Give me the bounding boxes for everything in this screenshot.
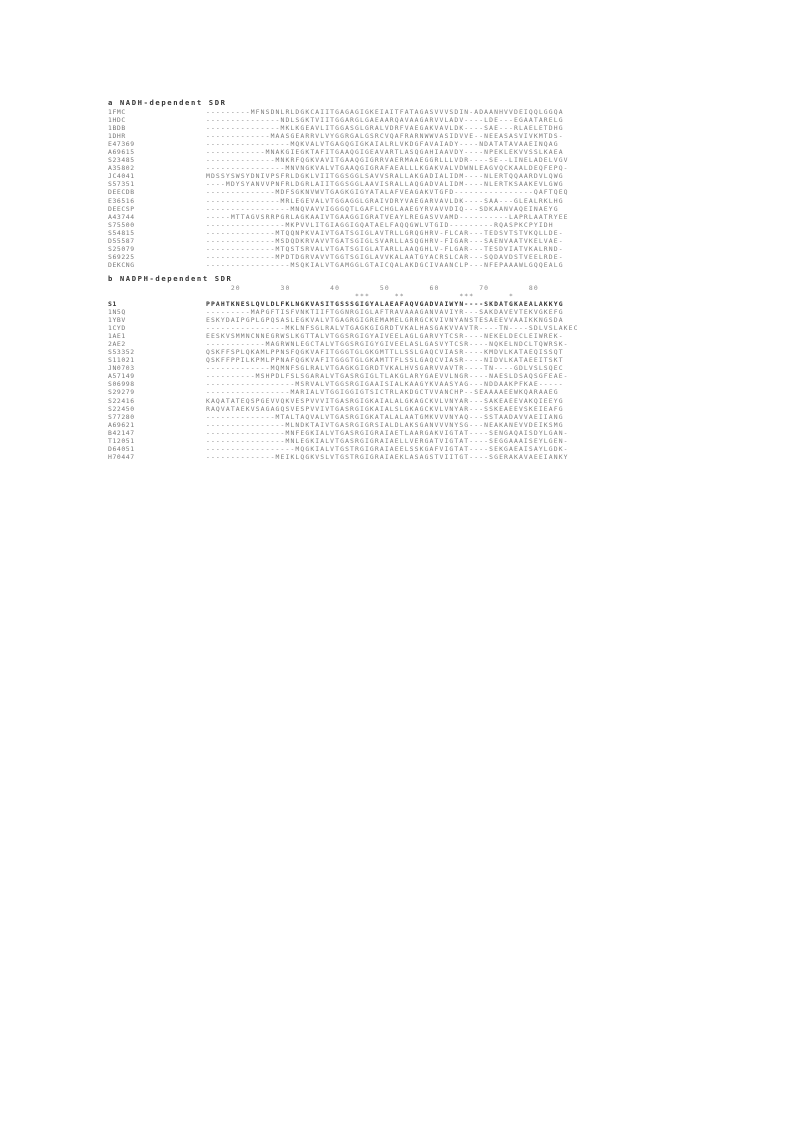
alignment-row [108, 356, 788, 364]
alignment-row [108, 364, 788, 372]
alignment-row [108, 372, 788, 380]
sequence-residues: ------------------MSRVALVTGGSRGIGAAISIALKAAGYKVAASYAG---NDDAAKPFKAE----- [206, 380, 564, 389]
alignment-row [108, 197, 788, 205]
sequence-residues: ------------MNAKGIEGKTAFITGAAQGIGEAVARTLASQGAHIAAVDY----NPEKLEKVVSSLKAEA [206, 148, 564, 157]
alignment-row [108, 116, 788, 124]
sequence-id: H70447 [108, 452, 135, 461]
sequence-id: 1DHR [108, 132, 126, 141]
alignment-row [108, 405, 788, 413]
sequence-residues: --------------MSDQDKRVAVVTGATSGIGLSVARLLASQGHRV-FIGAR---SAENVAATVKELVAE- [206, 236, 564, 245]
sequence-residues: -----------------MARIALVTGGIGGIGTSICTRLAKDGCTVVANCHP--SEAAAAEEWKQARAAEG [206, 388, 559, 397]
sequence-residues: -------------MAASGEARRVLVYGGRGALGSRCVQAFRARNWWVASIDVVE--NEEASASVIVKMTDS- [206, 132, 564, 141]
section-b-alignment [108, 300, 788, 461]
alignment-row [108, 164, 788, 172]
alignment-row [108, 421, 788, 429]
alignment-row [108, 324, 788, 332]
sequence-id: S54815 [108, 228, 135, 237]
sequence-residues: ------------------MQGKIALVTGSTRGIGRAIAEELSSKGAFVIGTAT----SEKGAEAISAYLGDK- [206, 444, 569, 453]
sequence-id: S22416 [108, 396, 135, 405]
ruler-numbers: 20 30 40 50 60 70 80 [206, 283, 539, 292]
sequence-id: A35802 [108, 164, 135, 173]
sequence-residues: ----------------MNFEGKIALVTGASRGIGRAIAETLAARGAKVIGTAT----SENGAQAISDYLGAN- [206, 428, 569, 437]
sequence-id: D55587 [108, 236, 135, 245]
sequence-residues: EESKVSMMNCNNEGRWSLKGTTALVTGGSRGIGYAIVEELAGLGARVYTCSR----NEKELDECLEIWREK- [206, 332, 564, 341]
alignment-row [108, 413, 788, 421]
sequence-id: DEKCNG [108, 260, 135, 269]
sequence-residues: --------------MTQQNPKVAIVTGATSGIGLAVTRLLGRQGHRV-FLCAR---TEDSVTSTVKQLLDE- [206, 228, 564, 237]
alignment-figure [108, 98, 788, 461]
sequence-residues: ---------------NDLSGKTVIITGGARGLGAEAARQAVAAGARVVLADV----LDE---EGAATARELG [206, 116, 564, 125]
alignment-row [108, 388, 788, 396]
sequence-residues: -----------------MQKVALVTGAGQGIGKAIALRLVKDGFAVAIADY----NDATATAVAAEINQAG [206, 140, 559, 149]
sequence-id: JN0703 [108, 364, 135, 373]
conservation-markers [108, 292, 788, 300]
sequence-id: S53352 [108, 348, 135, 357]
sequence-id: 1HDC [108, 116, 126, 125]
alignment-row [108, 180, 788, 188]
sequence-id: S75500 [108, 220, 135, 229]
alignment-row [108, 132, 788, 140]
sequence-id: E36516 [108, 196, 135, 205]
alignment-row [108, 229, 788, 237]
sequence-id: T12051 [108, 436, 135, 445]
sequence-residues: --------------MDFSGKNVWVTGAGKGIGYATALAFVEAGAKVTGFD----------------QAFTQEQ [206, 188, 569, 197]
alignment-row [108, 316, 788, 324]
sequence-id: D64051 [108, 444, 135, 453]
sequence-residues: ---------------MRLEGEVALVTGGAGGLGRAIVDRYVAEGARVAVLDK----SAA---GLEALRKLHG [206, 196, 564, 205]
alignment-row [108, 332, 788, 340]
alignment-row [108, 253, 788, 261]
sequence-residues: --------------MTQSTSRVALVTGATSGIGLATARLLAAQGHLV-FLGAR---TESDVIATVKALRND- [206, 244, 564, 253]
alignment-row [108, 437, 788, 445]
sequence-id: A69621 [108, 420, 135, 429]
alignment-row [108, 156, 788, 164]
sequence-residues: RAQVATAEKVSAGAGQSVESPVVIVTGASRGIGKAIALSLGKAGCKVLVNYAR---SSKEAEEVSKEIEAFG [206, 404, 564, 413]
sequence-id: 1YBV [108, 316, 126, 325]
alignment-row [108, 108, 788, 116]
sequence-residues: ---------MAPGFTISFVNKTIIFTGGNRGIGLAFTRAVAAAGANVAVIYR---SAKDAVEVTEKVGKEFG [206, 307, 564, 316]
section-b-title: b NADPH-dependent SDR [108, 273, 233, 283]
sequence-residues: ----------------MNVNGKVALVTGAAQGIGRAFAEALLLKGAKVALVDWNLEAGVQCKAALDEQFEPQ- [206, 164, 569, 173]
section-a-title: a NADH-dependent SDR [108, 98, 227, 107]
alignment-row [108, 213, 788, 221]
sequence-id: DEECDB [108, 188, 135, 197]
alignment-row [108, 300, 788, 308]
sequence-residues: ----------MSHPDLFSLSGARALVTGASRGIGLTLAKGLARYGAEVVLNGR----NAESLDSAQSGFEAE- [206, 372, 569, 381]
sequence-residues: --------------MNKRFQGKVAVITGAAQGIGRRVAERMAAEGGRLLLVDR----SE--LINELADELVGV [206, 156, 569, 165]
alignment-row [108, 172, 788, 180]
sequence-id: 1AE1 [108, 332, 126, 341]
sequence-residues: QSKFFSPLQKAMLPPNSFQGKVAFITGGGTGLGKGMTTLLSSLGAQCVIASR----KMDVLKATAEQISSQT [206, 348, 564, 357]
sequence-id: S06998 [108, 380, 135, 389]
alignment-row [108, 380, 788, 388]
sequence-id: S1 [108, 299, 117, 308]
alignment-row [108, 429, 788, 437]
sequence-id: S23485 [108, 156, 135, 165]
sequence-id: S69225 [108, 252, 135, 261]
sequence-id: A43744 [108, 212, 135, 221]
sequence-id: B42147 [108, 428, 135, 437]
alignment-row [108, 308, 788, 316]
alignment-row [108, 245, 788, 253]
alignment-row [108, 445, 788, 453]
sequence-residues: --------------MTALTAQVALVTGASRGIGKATALALAATGMKVVVNYAQ---SSTAADAVVAEIIANG [206, 412, 564, 421]
sequence-residues: ---------------MKLKGEAVLITGGASGLGRALVDRFVAEGAKVAVLDK----SAE---RLAELETDHG [206, 124, 564, 133]
alignment-row [108, 453, 788, 461]
sequence-residues: ------------MAGRWNLEGCTALVTGGSRGIGYGIVEELASLGASVYTCSR----NQKELNDCLTQWRSK- [206, 340, 569, 349]
alignment-row [108, 397, 788, 405]
sequence-id: S11021 [108, 356, 135, 365]
sequence-residues: -----------------MSQKIALVTGAMGGLGTAICQALAKDGCIVAANCLP---NFEPAAAWLGQQEALG [206, 260, 564, 269]
alignment-row [108, 205, 788, 213]
sequence-id: 1N5Q [108, 307, 126, 316]
alignment-row [108, 237, 788, 245]
section-a-alignment [108, 108, 788, 269]
alignment-row [108, 340, 788, 348]
sequence-id: JC4041 [108, 172, 135, 181]
sequence-residues: ESKYDAIPGPLGPQSASLEGKVALVTGAGRGIGREMAMELGRRGCKVIVNYANSTESAEEVVAAIKKNGSDA [206, 316, 564, 325]
sequence-id: 1CYD [108, 324, 126, 333]
sequence-id: S22450 [108, 404, 135, 413]
sequence-residues: ----------------MNLEGKIALVTGASRGIGRAIAELLVERGATVIGTAT----SEGGAAAISEYLGEN- [206, 436, 569, 445]
sequence-residues: QSKFFPPILKPMLPPNAFQGKVAFITGGGTGLGKAMTTFLSSLGAQCVIASR----NIDVLKATAEEITSKT [206, 356, 564, 365]
sequence-id: 1BDB [108, 124, 126, 133]
conservation-stars: *** ** *** * [206, 291, 514, 300]
sequence-id: S57351 [108, 180, 135, 189]
sequence-id: E47369 [108, 140, 135, 149]
sequence-residues: ----------------MKPVVLITGIAGGIGQATAELFAQQGWLVTGID---------RQASPKCPYIDH [206, 220, 554, 229]
sequence-id: S77280 [108, 412, 135, 421]
alignment-row [108, 261, 788, 269]
sequence-residues: --------------MPDTDGRVAVVTGGTSGIGLAVVKALAATGYACRSLCAR---SQDAVDSTVEELRDE- [206, 252, 564, 261]
alignment-row [108, 348, 788, 356]
sequence-id: 1FMC [108, 108, 126, 116]
sequence-residues: ---------MFNSDNLRLDGKCAIITGAGAGIGKEIAITFATAGASVVVSDIN-ADAANHVVDEIQQLGGQA [206, 108, 564, 116]
alignment-row [108, 140, 788, 148]
sequence-residues: KAQATATEQSPGEVVQKVESPVVVITGASRGIGKAIALALGKAGCKVLVNYAR---SAKEAEEVAKQIEEYG [206, 396, 564, 405]
sequence-residues: PPAHTKNESLQVLDLFKLNGKVASITGSSSGIGYALAEAFAQVGADVAIWYN----SKDATGKAEALAKKYG [206, 299, 564, 308]
sequence-id: A57149 [108, 372, 135, 381]
sequence-residues: -----MTTAGVSRRPGRLAGKAAIVTGAAGGIGRATVEAYLREGASVVAMD----------LAPRLAATRYEE [206, 212, 569, 221]
sequence-id: S29279 [108, 388, 135, 397]
sequence-residues: ----------------MLNDKTAIVTGASRGIGRSIALDLAKSGANVVVNYSG---NEAKANEVVDEIKSMG [206, 420, 564, 429]
alignment-row [108, 188, 788, 196]
alignment-row [108, 124, 788, 132]
sequence-id: A69615 [108, 148, 135, 157]
sequence-residues: -----------------MNQVAVVIGGGQTLGAFLCHGLAAEGYRVAVVDIQ---SDKAANVAQEINAEYG [206, 204, 559, 213]
position-ruler [108, 284, 788, 292]
alignment-row [108, 221, 788, 229]
sequence-residues: MDSSYSWSYDNIVPSFRLDGKLVIITGGSGGLSAVVSRALLAKGADIALIDM----NLERTQQAARDVLQWG [206, 172, 564, 181]
sequence-residues: ----MDYSYANVVPNFRLDGRLAIITGGSGGLAAVISRALLAQGADVALIDM----NLERTKSAAKEVLGWG [206, 180, 564, 189]
sequence-id: DEECSP [108, 204, 135, 213]
sequence-residues: --------------MEIKLQGKVSLVTGSTRGIGRAIAEKLASAGSTVIITGT----SGERAKAVAEEIANKY [206, 452, 569, 461]
alignment-row [108, 148, 788, 156]
sequence-id: 2AE2 [108, 340, 126, 349]
sequence-id: S25079 [108, 244, 135, 253]
sequence-residues: -------------MQMNFSGLRALVTGAGKGIGRDTVKALHVSGARVVAVTR----TN----GDLVSLSQEC [206, 364, 564, 373]
sequence-residues: ----------------MKLNFSGLRALVTGAGKGIGRDTVKALHASGAKVVAVTR----TN----SDLVSLAKEC [206, 324, 579, 333]
